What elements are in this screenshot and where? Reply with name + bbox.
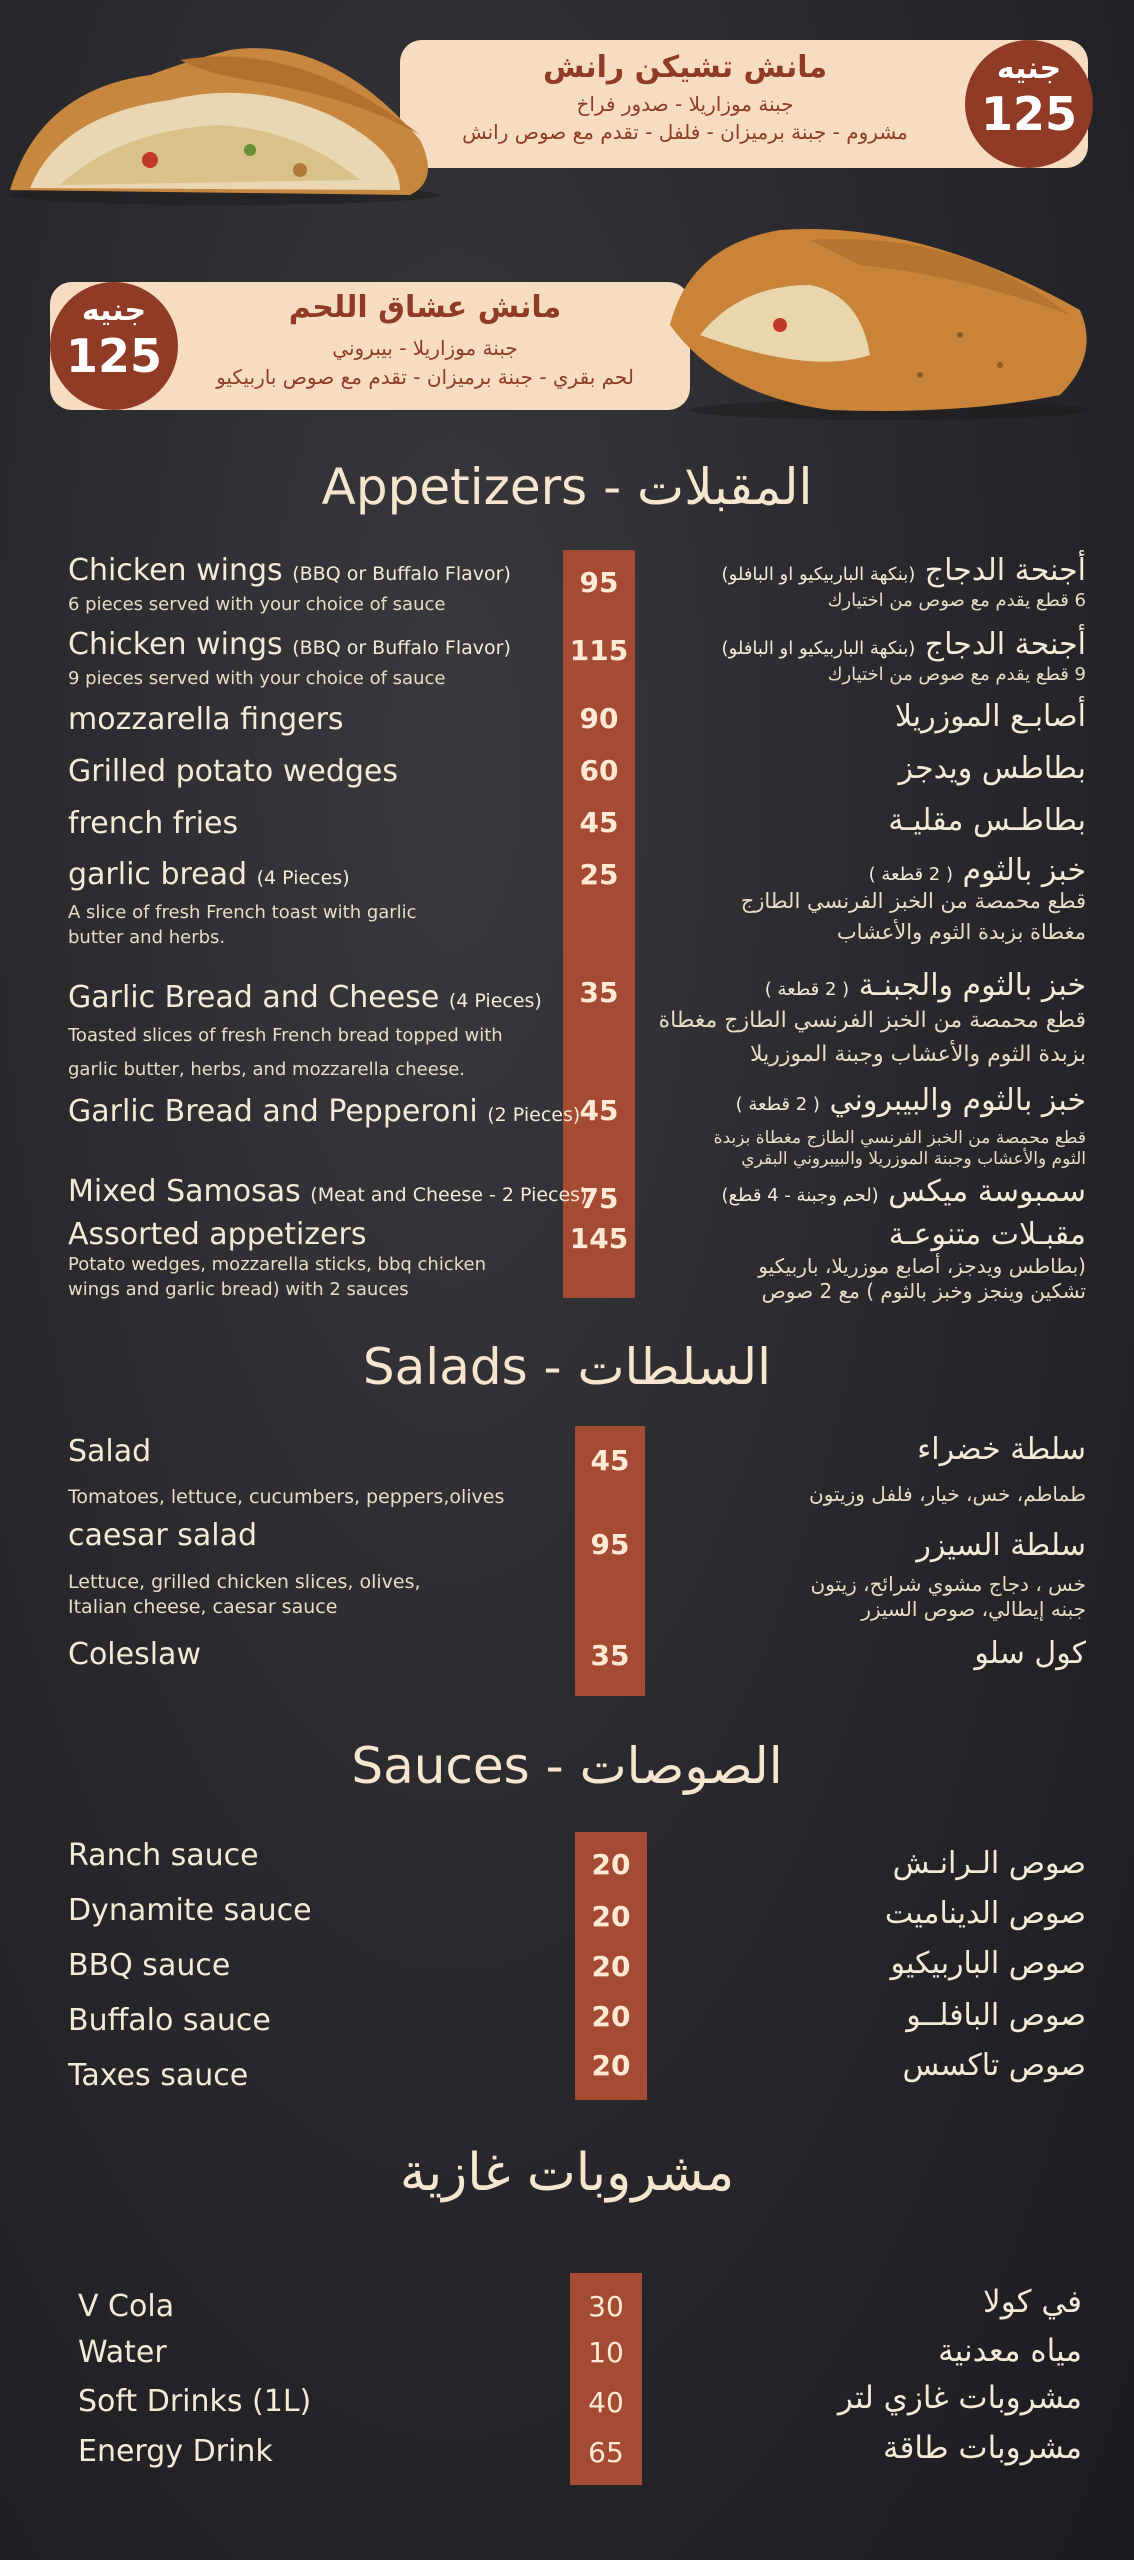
menu-item-name: Ranch sauce: [68, 1838, 259, 1873]
drink-name-ar: في كولا: [983, 2284, 1082, 2320]
menu-item-name: garlic bread (4 Pieces): [68, 857, 350, 892]
menu-item-name: Garlic Bread and Pepperoni (2 Pieces): [68, 1094, 581, 1129]
menu-item-name-ar: بطاطـس مقليـة: [888, 803, 1086, 838]
menu-item-price: 35: [579, 976, 619, 1009]
menu-item-description-ar: قطع محمصة من الخبز الفرنسي الطازج: [740, 889, 1086, 913]
menu-item-description: 9 pieces served with your choice of sauce: [68, 668, 446, 689]
menu-item-description: 6 pieces served with your choice of sauce: [68, 594, 446, 615]
menu-item-name-ar: خبز بالثوم ( 2 قطعة ): [868, 853, 1086, 888]
menu-item-description-ar: 9 قطع يقدم مع صوص من اختيارك: [827, 664, 1086, 685]
menu-item-price: 20: [591, 2049, 631, 2082]
menu-item-name: Garlic Bread and Cheese (4 Pieces): [68, 980, 542, 1015]
menu-item-name-ar: أصابـع الموزريلا: [894, 699, 1086, 734]
menu-item-price: 20: [591, 1848, 631, 1881]
menu-item-name: Buffalo sauce: [68, 2003, 271, 2038]
drink-name: Soft Drinks (1L): [78, 2384, 312, 2419]
menu-item-name: french fries: [68, 806, 239, 841]
menu-item-price: 45: [579, 806, 619, 839]
menu-item-name: Grilled potato wedges: [68, 754, 398, 789]
menu-item-description: Toasted slices of fresh French bread topped with: [68, 1025, 503, 1046]
price-badge: [965, 40, 1093, 168]
menu-item-name: Coleslaw: [68, 1637, 201, 1672]
menu-item-price: 60: [579, 754, 619, 787]
price-value: 125: [980, 87, 1078, 141]
menu-item-description: Potato wedges, mozzarella sticks, bbq chicken: [68, 1254, 486, 1275]
drink-name: V Cola: [78, 2289, 175, 2324]
menu-item-description: butter and herbs.: [68, 927, 226, 948]
menu-item-name-ar: خبز بالثوم والجبنـة ( 2 قطعة ): [764, 968, 1086, 1003]
menu-item-description-ar: تشكين وينجز وخبز بالثوم ) مع 2 صوص: [761, 1279, 1086, 1303]
menu-item-name-ar: صوص الـرانـش: [892, 1846, 1086, 1881]
menu-item-price: 95: [579, 566, 619, 599]
menu-item-name: Salad: [68, 1434, 152, 1469]
menu-item-price: 45: [590, 1444, 630, 1477]
promo-description: لحم بقري - جبنة برميزان - تقدم مع صوص باربيكيو: [216, 365, 634, 389]
menu-item-name-ar: سمبوسة ميكس (لحم وجبنة - 4 قطع): [721, 1174, 1086, 1209]
menu-item-name-ar: خبز بالثوم والبيبروني ( 2 قطعة ): [735, 1083, 1086, 1118]
menu-item-name: Dynamite sauce: [68, 1893, 312, 1928]
drink-price: 40: [588, 2386, 624, 2419]
promo-title: مانش عشاق اللحم: [288, 290, 562, 325]
menu-item-description-ar: مغطاة بزبدة الثوم والأعشاب: [836, 920, 1086, 944]
menu-item-name: Taxes sauce: [68, 2058, 249, 2093]
menu-item-description-ar: خس ، دجاج مشوي شرائح، زيتون: [810, 1572, 1086, 1596]
menu-item-name: Chicken wings (BBQ or Buffalo Flavor): [68, 553, 511, 588]
menu-item-price: 90: [579, 702, 619, 735]
drink-name-ar: مياه معدنية: [938, 2333, 1082, 2369]
menu-item-name-ar: مقبـلات متنوعـة: [888, 1217, 1086, 1252]
menu-item-description: garlic butter, herbs, and mozzarella cheese.: [68, 1059, 465, 1080]
menu-item-price: 20: [591, 2000, 631, 2033]
menu-item-description-ar: 6 قطع يقدم مع صوص من اختيارك: [827, 590, 1086, 611]
drink-price: 30: [588, 2290, 624, 2323]
menu-item-name: mozzarella fingers: [68, 702, 344, 737]
menu-item-description-ar: طماطم، خس، خيار، فلفل وزيتون: [809, 1482, 1086, 1506]
menu-item-price: 35: [590, 1639, 630, 1672]
calzone-image: [0, 20, 450, 210]
promo-description: مشروم - جبنة برميزان - فلفل - تقدم مع صوص رانش: [462, 120, 908, 144]
section-title-drinks: مشروبات غازية: [399, 2143, 735, 2203]
drink-price: 65: [588, 2436, 624, 2469]
menu-item-name-ar: سلطة خضراء: [917, 1432, 1086, 1467]
menu-item-name-ar: بطاطس ويدجز: [898, 751, 1086, 786]
promo-title: مانش تشيكن رانش: [542, 50, 828, 85]
menu-item-price: 45: [579, 1094, 619, 1127]
menu-item-description-ar: (بطاطس ويدجز، أصابع موزريلا، باربيكيو: [758, 1254, 1086, 1278]
calzone-image: [660, 215, 1100, 425]
menu-item-name: caesar salad: [68, 1518, 257, 1553]
menu-item-name-ar: أجنحة الدجاج (بنكهة الباربيكيو او البافلو): [721, 553, 1086, 588]
menu-item-price: 95: [590, 1528, 630, 1561]
menu-item-description: Lettuce, grilled chicken slices, olives,: [68, 1571, 421, 1593]
menu-item-name-ar: أجنحة الدجاج (بنكهة الباربيكيو او البافلو): [721, 627, 1086, 662]
menu-item-name-ar: صوص تاكسس: [902, 2048, 1086, 2083]
section-title-sauces: Sauces - الصوصات: [351, 1737, 783, 1795]
menu-item-price: 20: [591, 1950, 631, 1983]
menu-item-name: Assorted appetizers: [68, 1217, 367, 1252]
price-badge: [50, 282, 178, 410]
menu-item-description: wings and garlic bread) with 2 sauces: [68, 1279, 409, 1300]
drink-name: Energy Drink: [78, 2434, 273, 2469]
menu-item-description: A slice of fresh French toast with garlic: [68, 902, 417, 923]
menu-item-name-ar: صوص الديناميت: [884, 1896, 1086, 1931]
menu-item-price: 25: [579, 858, 619, 891]
price-value: 125: [65, 329, 163, 383]
menu-item-name: Chicken wings (BBQ or Buffalo Flavor): [68, 627, 511, 662]
menu-item-name-ar: سلطة السيزر: [916, 1528, 1086, 1563]
drink-name-ar: مشروبات طاقة: [882, 2430, 1082, 2466]
drink-name: Water: [78, 2335, 167, 2370]
menu-item-description-ar: قطع محمصة من الخبز الفرنسي الطازج مغطاة: [658, 1008, 1086, 1033]
menu-item-description-ar: بزبدة الثوم والأعشاب وجبنة الموزريلا: [749, 1042, 1086, 1067]
menu-item-price: 145: [569, 1222, 629, 1255]
section-title-appetizers: Appetizers - المقبلات: [321, 458, 813, 516]
section-title-salads: Salads - السلطات: [362, 1338, 772, 1396]
drink-price: 10: [588, 2336, 624, 2369]
menu-item-description-ar: جبنه إيطالي، صوص السيزر: [861, 1597, 1086, 1621]
menu-item-name: Mixed Samosas (Meat and Cheese - 2 Pieces): [68, 1174, 588, 1209]
menu-item-name-ar: كول سلو: [974, 1636, 1086, 1671]
menu-item-price: 20: [591, 1900, 631, 1933]
menu-item-description-ar: قطع محمصة من الخبز الفرنسي الطازج مغطاة بزبدة: [713, 1128, 1086, 1148]
menu-item-price: 115: [569, 634, 629, 667]
menu-item-description: Tomatoes, lettuce, cucumbers, peppers,olives: [68, 1486, 505, 1508]
currency-label: جنيه: [81, 293, 147, 328]
menu-item-name-ar: صوص البافلــو: [906, 1998, 1086, 2033]
drink-name-ar: مشروبات غازي لتر: [837, 2380, 1082, 2416]
menu-item-price: 75: [579, 1182, 619, 1215]
menu-item-description: Italian cheese, caesar sauce: [68, 1596, 338, 1618]
menu-item-name-ar: صوص الباربيكيو: [890, 1946, 1086, 1981]
promo-description: جبنة موزاريلا - صدور فراخ: [576, 92, 794, 116]
menu-item-description-ar: الثوم والأعشاب وجبنة الموزريلا والبيبروني البقري: [741, 1149, 1086, 1169]
menu-item-name: BBQ sauce: [68, 1948, 231, 1983]
currency-label: جنيه: [996, 51, 1062, 86]
promo-description: جبنة موزاريلا - بيبروني: [332, 336, 518, 360]
